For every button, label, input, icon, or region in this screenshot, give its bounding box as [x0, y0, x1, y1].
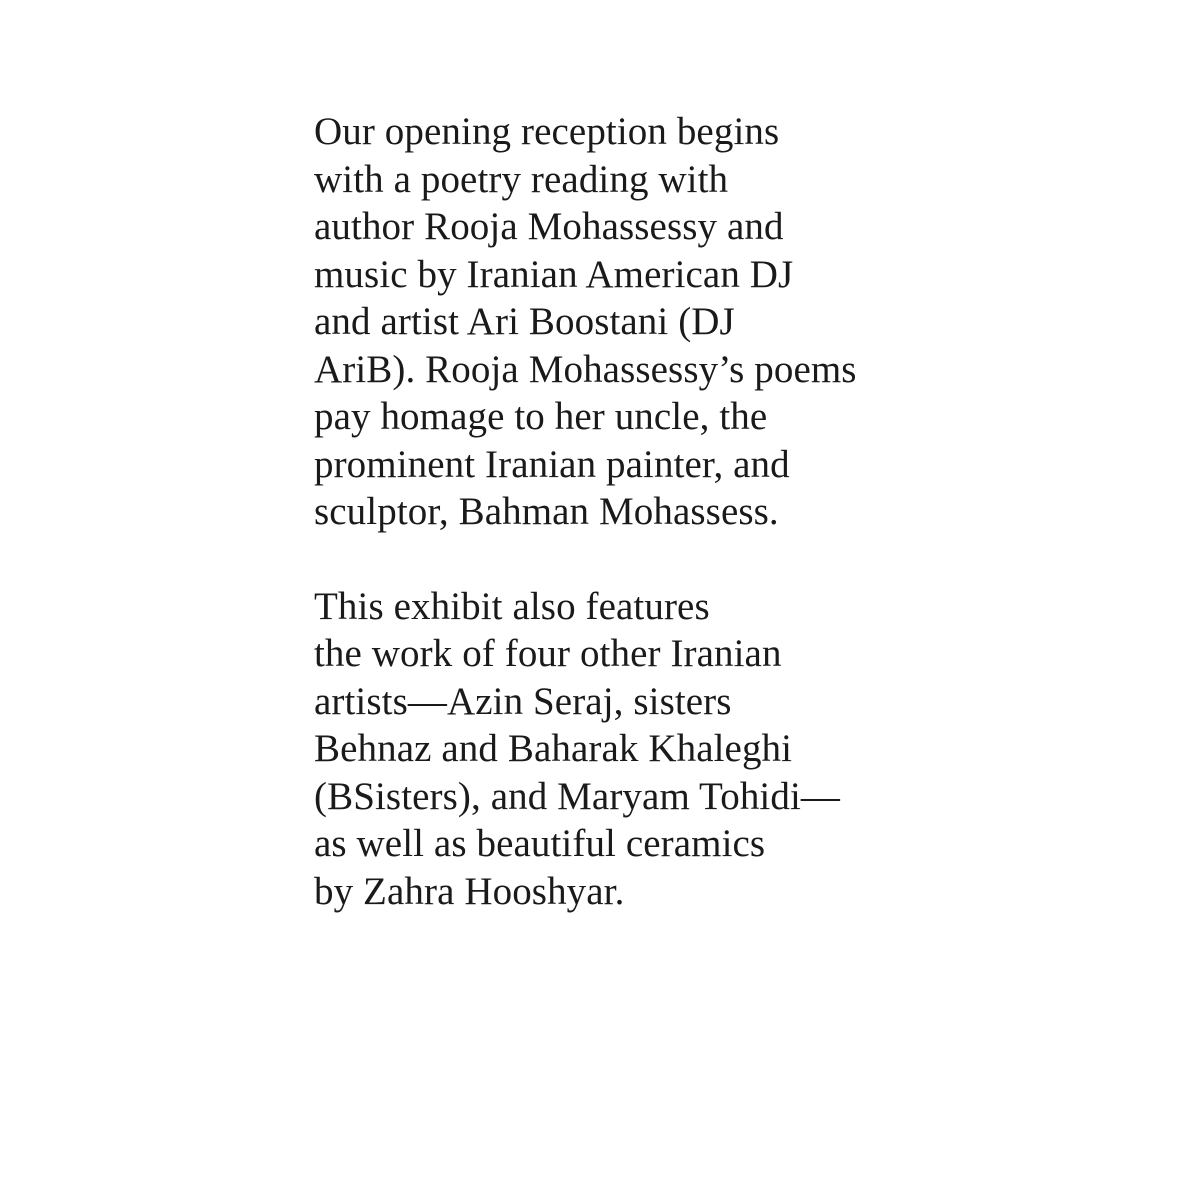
text-line: (BSisters), and Maryam Tohidi— — [314, 774, 840, 818]
text-line: as well as beautiful ceramics — [314, 822, 766, 865]
text-block — [314, 108, 1034, 915]
text-line: prominent Iranian painter, and — [314, 442, 790, 486]
text-line: author Rooja Mohassessy and — [314, 205, 784, 248]
paragraph-reception — [314, 108, 1034, 536]
text-line: with a poetry reading with — [314, 157, 729, 201]
text-line: artists—Azin Seraj, sisters — [314, 679, 732, 723]
text-line: Behnaz and Baharak Khaleghi — [314, 727, 793, 770]
text-line: Our opening reception begins — [314, 110, 780, 153]
text-line: music by Iranian American DJ — [314, 252, 794, 296]
text-line: by Zahra Hooshyar. — [314, 869, 625, 913]
text-line: the work of four other Iranian — [314, 632, 782, 675]
text-line: pay homage to her uncle, the — [314, 395, 768, 438]
text-line: and artist Ari Boostani (DJ — [314, 300, 735, 343]
paragraph-exhibit — [314, 583, 1034, 916]
text-line: AriB). Rooja Mohassessy’s poems — [314, 347, 857, 391]
text-line: This exhibit also features — [314, 584, 710, 628]
text-line: sculptor, Bahman Mohassess. — [314, 490, 779, 533]
